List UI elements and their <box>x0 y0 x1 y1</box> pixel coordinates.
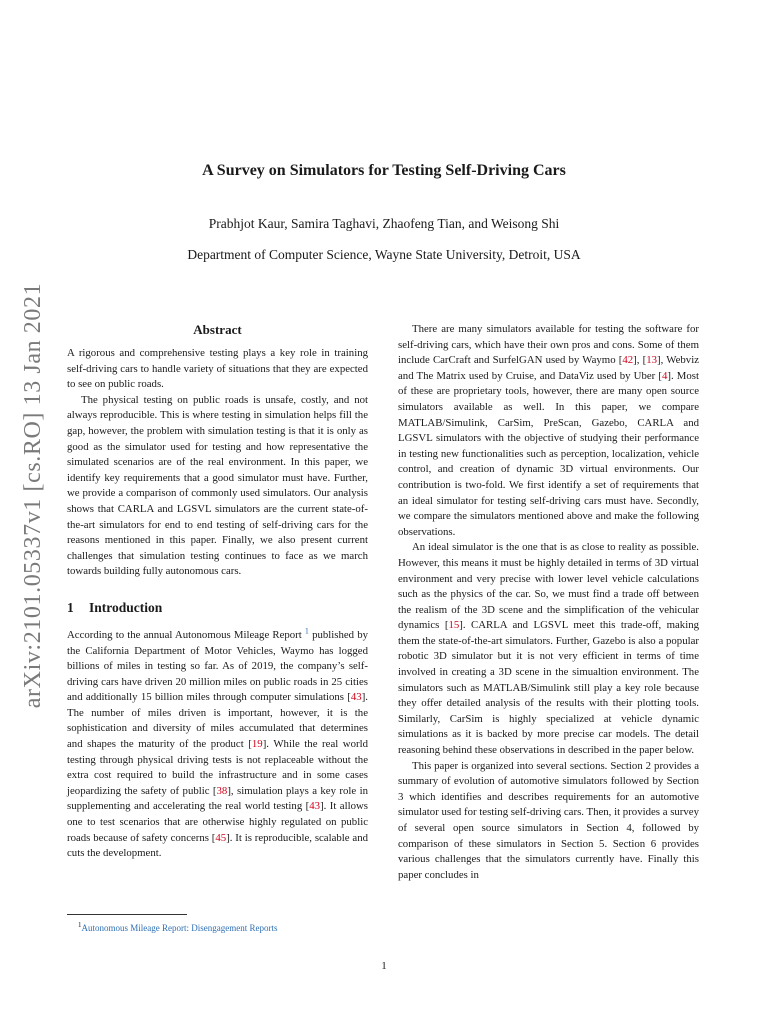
text-span: ]. It allows one to test scenarios that are otherwise highly regulated on public roads because of safety concerns [ <box>67 800 368 844</box>
affiliation: Department of Computer Science, Wayne State University, Detroit, USA <box>187 247 581 262</box>
abstract-paragraph-1: A rigorous and comprehensive testing plays a key role in training self-driving cars to handle variety of situations that they are expected to see on public roads. <box>67 347 368 391</box>
text-span: ]. CARLA and LGSVL meet this trade-off, making them the state-of-the-art simulators. Further, Gazebo is also a popular robotic 3D simulator but it is not very efficient in terms of time involved in creating a 3D scene in the simualtion environment. The simulators such as MATLAB/Simulink still play a key role because they offer detailed analysis of the results with their plotting tools. Similarly, CarSim is highly specialized at vehicle dynamic simulations as it is backed by more precise car models. The detail reasoning behind these observations in described in the paper below. <box>398 619 699 757</box>
text-span: According to the annual Autonomous Mileage Report <box>67 628 305 641</box>
citation-link[interactable]: 42 <box>622 354 634 367</box>
left-column <box>67 322 368 862</box>
text-span: An ideal simulator is the one that is as close to reality as possible. However, this means it must be highly detailed in terms of 3D virtual environment and very precise with lower level vehicle calculations such as the physics of the car. So, we must find a trade off between the realism of the 3D scene and the simplification of the vehicular dynamics [ <box>398 541 699 632</box>
footnote-link-text[interactable]: Autonomous Mileage Report: Disengagement Reports <box>81 923 278 933</box>
abstract-heading: Abstract <box>193 322 242 337</box>
right-paragraph-3: This paper is organized into several sections. Section 2 provides a summary of evolution of automotive simulators followed by Section 3 which identifies and describes requirements for an automotive simulator used for testing self-driving cars. Then, it provides a survey of several open source simulators in Section 4, followed by comparison of these simulators in Section 5. Section 6 provides various challenges that the simulators currently have. Finally this paper concludes in <box>398 759 699 881</box>
arxiv-id: arXiv:2101.05337v1 [cs.RO] 13 Jan 2021 <box>20 282 47 708</box>
right-paragraph-1 <box>398 322 699 540</box>
authors: Prabhjot Kaur, Samira Taghavi, Zhaofeng Tian, and Weisong Shi <box>208 216 560 231</box>
text-span: published by the California Department of Motor Vehicles, Waymo has logged billions of miles in testing so far. As of 2019, the company’s self-driving cars have driven 20 million miles on public roads in 25 cities and additionally 15 billion miles through computer simulations [ <box>67 628 368 704</box>
right-paragraph-2 <box>398 540 699 758</box>
section-heading-introduction <box>67 600 368 616</box>
citation-link[interactable]: 43 <box>350 691 362 704</box>
abstract-paragraph-2: The physical testing on public roads is unsafe, costly, and not always reproducible. This is where testing in simulation helps fill the gap, however, the problem with simulation testing is that it is only as good as the simulator used for testing and how representative the simulated scenarios are of the real environment. In this paper, we identify key requirements that a good simulator must have. Further, we provide a comparison of commonly used simulators. Our analysis shows that CARLA and LGSVL simulators are the current state-of-the-art simulators for end to end testing of self-driving cars for the reasons mentioned in this paper. Finally, we also present current challenges that simulation testing continues to face as we march towards building fully autonomous cars. <box>67 393 368 578</box>
paper-title: A Survey on Simulators for Testing Self-Driving Cars <box>202 162 566 179</box>
citation-link[interactable]: 4 <box>661 369 668 382</box>
section-title: Introduction <box>89 599 163 615</box>
citation-link[interactable]: 15 <box>448 619 460 632</box>
text-span: ]. The number of miles driven is important, however, it is the sophistication and diversity of miles accumulated that determines and shapes the maturity of the product [ <box>67 691 368 751</box>
footnote-divider <box>67 914 187 915</box>
citation-link[interactable]: 13 <box>646 354 658 367</box>
text-span: There are many simulators available for testing the software for self-driving cars, which have their own pros and cons. Some of them include CarCraft and SurfelGAN used by Waymo [ <box>398 323 699 367</box>
text-span: ]. Most of these are proprietary tools, however, there are many open source simulators available as well. In this paper, we compare MATLAB/Simulink, CarSim, PreScan, Gazebo, CARLA and LGSVL simulators with the objective of studying their performance in testing new functionalities such as perception, localization, vehicle control, and creation of dynamic 3D virtual environments. Our contribution is two-fold. We first identify a set of requirements that an ideal simulator for testing self-driving cars must have. Secondly, we compare the simulators mentioned above and make the following observations. <box>398 369 699 538</box>
footnote <box>78 921 277 933</box>
citation-link[interactable]: 45 <box>215 831 227 844</box>
page-number: 1 <box>381 960 387 972</box>
citation-link[interactable]: 43 <box>309 800 321 813</box>
section-number: 1 <box>67 599 74 615</box>
text-span: ], simulation plays a key role in supplementing and accelerating the real world testing [ <box>67 784 368 813</box>
footnote-mark: 1 <box>78 921 82 929</box>
citation-link[interactable]: 38 <box>216 784 228 797</box>
arxiv-stamp <box>12 280 56 710</box>
citation-link[interactable]: 19 <box>251 738 263 751</box>
footnote-link[interactable]: 1 <box>304 626 309 636</box>
intro-paragraph <box>67 628 368 862</box>
text-span: ], Webviz and The Matrix used by Cruise, and DataViz used by Uber [ <box>398 354 699 382</box>
text-span: ]. It is reproducible, scalable and cuts the development. <box>67 831 368 860</box>
text-span: ], [ <box>633 354 647 367</box>
text-span: ]. While the real world testing through physical driving tests is not replaceable without the extra cost required to build the infrastructure and in some cases jeopardizing the safety of public [ <box>67 738 368 797</box>
right-column <box>398 322 699 883</box>
